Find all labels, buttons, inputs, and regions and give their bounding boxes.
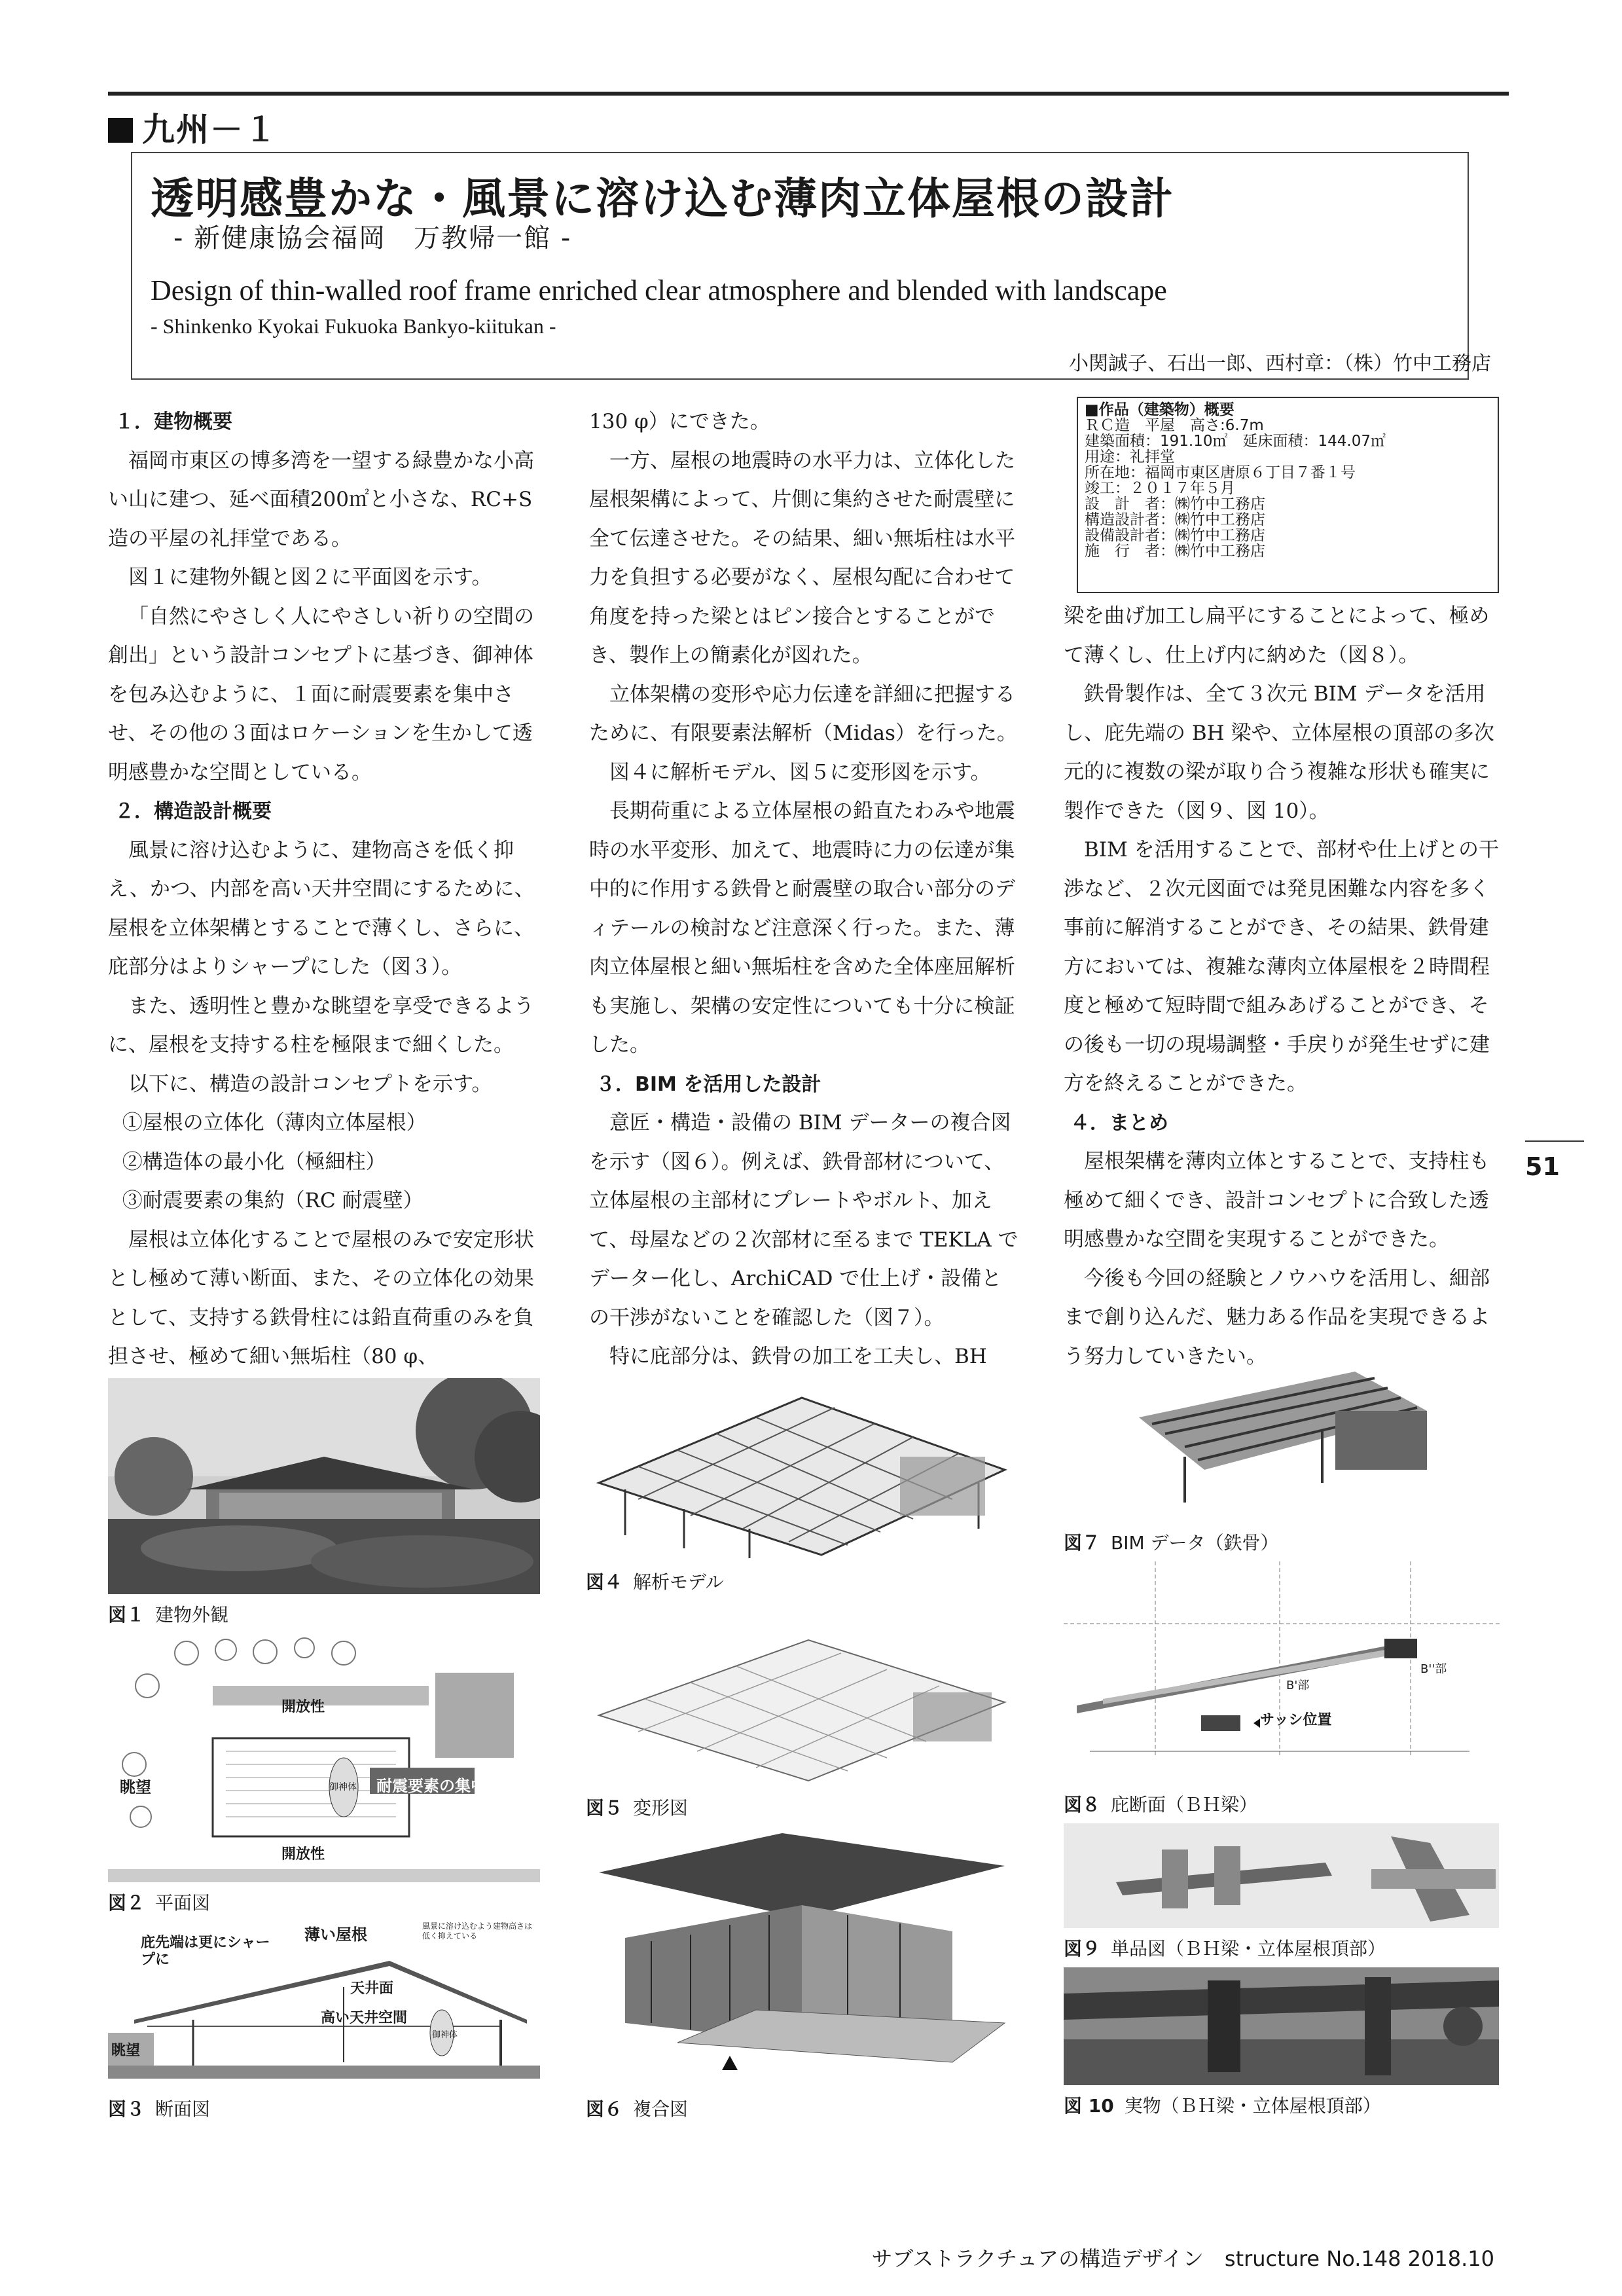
plan-label-openness-bottom: 開放性 <box>281 1846 325 1863</box>
list-item: ①屋根の立体化（薄肉立体屋根） <box>122 1111 427 1135</box>
figure-7-bim-steel <box>1126 1372 1427 1522</box>
info-line: 設備設計者：㈱竹中工務店 <box>1085 527 1265 544</box>
subtitle-jp: - 新健康協会福岡 万教帰一館 - <box>173 223 572 253</box>
figure-10-photo <box>1064 1967 1499 2085</box>
column-1 <box>108 403 540 1377</box>
figure-number: 図７ <box>1064 1532 1101 1554</box>
column-2 <box>589 403 1021 1377</box>
info-line: ＲＣ造 平屋 高さ:6.7m <box>1085 417 1264 434</box>
paragraph: 特に庇部分は、鉄骨の加工を工夫し、BH <box>609 1345 987 1368</box>
figure-4-analysis-model <box>586 1385 1018 1561</box>
section-label-shrine: 御神体 <box>432 2030 458 2040</box>
figure-number: 図 10 <box>1064 2095 1114 2117</box>
plan-label-view: 眺望 <box>120 1778 151 1796</box>
plan-label-shrine: 御神体 <box>329 1782 357 1793</box>
authors: 小関誠子、石出一郎、西村章：（株）竹中工務店 <box>1069 352 1491 375</box>
info-line: 建築面積：191.10㎡ 延床面積：144.07㎡ <box>1085 433 1386 450</box>
bim-steel-image <box>1126 1372 1427 1522</box>
figure-1-photo <box>108 1378 540 1594</box>
plan-label-seismic: 耐震要素の集中 <box>376 1777 486 1795</box>
paragraph: 以下に、構造の設計コンセプトを示す。 <box>128 1072 492 1096</box>
figure-8-caption <box>1064 1791 1257 1817</box>
section-label: 九州－１ <box>142 111 278 149</box>
info-line: 設 計 者：㈱竹中工務店 <box>1085 496 1265 513</box>
paragraph: また、透明性と豊かな眺望を享受できるように、屋根を支持する柱を極限まで細くした。 <box>108 994 534 1057</box>
info-line: 用途：礼拝堂 <box>1085 448 1175 465</box>
figure-label: 平面図 <box>155 1892 211 1914</box>
deformation-drawing <box>586 1630 1018 1787</box>
steel-photo-image <box>1064 1967 1499 2085</box>
figure-label: 建物外観 <box>155 1604 229 1626</box>
section-label-high-ceiling: 高い天井空間 <box>321 2010 408 2026</box>
figure-6-caption <box>586 2095 688 2121</box>
top-rule <box>108 92 1509 96</box>
paragraph: 風景に溶け込むように、建物高さを低く抑え、かつ、内部を高い天井空間にするために、屋根を立体架構とすることで薄くし、さらに、庇部分はよりシャープにした（図３）。 <box>108 838 535 979</box>
figure-number: 図４ <box>586 1571 623 1593</box>
figure-label: 断面図 <box>155 2098 211 2120</box>
building-exterior-image <box>108 1378 540 1594</box>
info-line: 所在地：福岡市東区唐原６丁目７番１号 <box>1085 464 1356 481</box>
paragraph: 梁を曲げ加工し扁平にすることによって、極めて薄くし、仕上げ内に納めた（図８）。 <box>1064 604 1490 667</box>
figure-number: 図５ <box>586 1797 623 1819</box>
paragraph: 一方、屋根の地震時の水平力は、立体化した屋根架構によって、片側に集約させた耐震壁に全て伝達させた。その結果、細い無垢柱は水平力を負担する必要がなく、屋根勾配に合わせて角度を持った梁とはピン接合とすることができ、製作上の簡素化が図れた。 <box>589 448 1015 667</box>
figure-number: 図９ <box>1064 1938 1101 1959</box>
subtitle-en: - Shinkenko Kyokai Fukuoka Bankyo-kiitukan - <box>151 314 556 338</box>
paragraph: 図１に建物外観と図２に平面図を示す。 <box>128 566 492 589</box>
paragraph: 長期荷重による立体屋根の鉛直たわみや地震時の水平変形、加えて、地震時に力の伝達が集中的に作用する鉄骨と耐震壁の取合い部分のディテールの検討など注意深く行った。また、薄肉立体屋根と細い無垢柱を含めた全体座屈解析も実施し、架構の安定性についても十分に検証した。 <box>589 799 1015 1057</box>
figure-2-plan <box>108 1633 540 1882</box>
column-3 <box>1064 597 1499 1376</box>
figure-label: 解析モデル <box>633 1571 724 1593</box>
section-label-landscape-note: 風景に溶け込むよう建物高さは低く抑えている <box>422 1922 533 1941</box>
unit-drawing-image <box>1064 1823 1499 1928</box>
heading-2: ２．構造設計概要 <box>115 800 272 823</box>
paragraph: 130 φ）にできた。 <box>589 410 770 433</box>
figure-9-unit-drawing <box>1064 1823 1499 1928</box>
paragraph: 意匠・構造・設備の BIM データーの複合図を示す（図６）。例えば、鉄骨部材について、立体屋根の主部材にプレートやボルト、加えて、母屋などの２次部材に至るまで TEKLA でデーター化し、ArchiCAD で仕上げ・設備との干渉がないことを確認した（図７）。 <box>589 1111 1018 1330</box>
figure-label: 実物（ＢＨ梁・立体屋根頂部） <box>1124 2095 1381 2117</box>
info-heading: ■作品（建築物）概要 <box>1085 401 1235 418</box>
title-en: Design of thin-walled roof frame enriched clear atmosphere and blended with landscape <box>151 274 1167 306</box>
figure-4-caption <box>586 1568 724 1594</box>
eaves-label-b1: B'部 <box>1286 1679 1310 1692</box>
figure-number: 図１ <box>108 1604 145 1626</box>
figure-2-caption <box>108 1889 210 1915</box>
paragraph: 福岡市東区の博多湾を一望する緑豊かな小高い山に建つ、延べ面積200㎡と小さな、RC+S造の平屋の礼拝堂である。 <box>108 448 534 551</box>
paragraph: 今後も今回の経験とノウハウを活用し、細部まで創り込んだ、魅力ある作品を実現できるよう努力していきたい。 <box>1064 1266 1490 1368</box>
figure-number: 図６ <box>586 2098 623 2120</box>
section-label-view: 眺望 <box>111 2043 141 2059</box>
figure-3-caption <box>108 2095 210 2121</box>
info-line: 竣工：２０１７年５月 <box>1085 480 1235 497</box>
paragraph: 屋根は立体化することで屋根のみで安定形状とし極めて薄い断面、また、その立体化の効果として、支持する鉄骨柱には鉛直荷重のみを負担させ、極めて細い無垢柱（80 φ、 <box>108 1228 534 1368</box>
figure-10-caption <box>1064 2092 1381 2118</box>
heading-4: ４．まとめ <box>1070 1111 1168 1135</box>
page-number-rule <box>1525 1140 1584 1142</box>
figure-label: BIM データ（鉄骨） <box>1111 1532 1279 1554</box>
eaves-label-b2: B''部 <box>1420 1662 1447 1676</box>
paragraph: 鉄骨製作は、全て３次元 BIM データを活用し、庇先端の BH 梁や、立体屋根の頂部の多次元的に複数の梁が取り合う複雑な形状も確実に製作できた（図９、図 10）。 <box>1064 682 1494 823</box>
figure-number: 図８ <box>1064 1794 1101 1815</box>
paragraph: 「自然にやさしく人にやさしい祈りの空間の創出」という設計コンセプトに基づき、御神体を包み込むように、１面に耐震要素を集中させ、その他の３面はロケーションを生かして透明感豊かな空間としている。 <box>108 604 534 784</box>
eaves-label-sash: サッシ位置 <box>1260 1712 1332 1728</box>
analysis-model-drawing <box>586 1385 1018 1561</box>
heading-3: ３．BIM を活用した設計 <box>596 1072 821 1096</box>
square-bullet-icon <box>108 118 133 143</box>
section-label-eaves: 庇先端は更にシャープに <box>141 1935 270 1968</box>
figure-label: 変形図 <box>633 1797 689 1819</box>
list-item: ③耐震要素の集約（RC 耐震壁） <box>122 1189 424 1212</box>
figure-1-caption <box>108 1601 228 1627</box>
figure-number: 図２ <box>108 1892 145 1914</box>
paragraph: 図４に解析モデル、図５に変形図を示す。 <box>609 760 991 784</box>
paragraph: BIM を活用することで、部材や仕上げとの干渉など、２次元図面では発見困難な内容を多く事前に解消することができ、その結果、鉄骨建方においては、複雑な薄肉立体屋根を２時間程度と極めて短時間で組みあげることができ、その後も一切の現場調整・手戻りが発生せずに建方を終えることができた。 <box>1064 838 1500 1095</box>
section-label-thin-roof: 薄い屋根 <box>304 1925 367 1944</box>
paragraph: 屋根架構を薄肉立体とすることで、支持柱も極めて細くでき、設計コンセプトに合致した透明感豊かな空間を実現することができた。 <box>1064 1150 1490 1251</box>
info-line: 施 行 者：㈱竹中工務店 <box>1085 543 1265 560</box>
info-line: 構造設計者：㈱竹中工務店 <box>1085 511 1265 528</box>
plan-label-openness-top: 開放性 <box>281 1699 325 1715</box>
figure-3-section <box>108 1922 540 2088</box>
figure-6-composite <box>586 1827 1018 2088</box>
figure-label: 庇断面（ＢＨ梁） <box>1111 1794 1258 1815</box>
project-info-box <box>1077 397 1499 593</box>
section-label-ceiling: 天井面 <box>350 1980 394 1997</box>
figure-label: 複合図 <box>633 2098 689 2120</box>
composite-bim-drawing <box>586 1827 1018 2088</box>
figure-8-eaves-section <box>1064 1561 1502 1784</box>
figure-5-deformation <box>586 1630 1018 1787</box>
figure-5-caption <box>586 1794 688 1820</box>
paragraph: 立体架構の変形や応力伝達を詳細に把握するために、有限要素法解析（Midas）を行った。 <box>589 682 1017 745</box>
heading-1: １．建物概要 <box>115 410 232 433</box>
section-tag <box>108 103 278 151</box>
title-jp: 透明感豊かな・風景に溶け込む薄肉立体屋根の設計 <box>151 173 1174 224</box>
figure-7-caption <box>1064 1529 1279 1555</box>
figure-label: 単品図（ＢＨ梁・立体屋根頂部） <box>1111 1938 1386 1959</box>
figure-number: 図３ <box>108 2098 145 2120</box>
footer: サブストラクチュアの構造デザイン structure No.148 2018.10 <box>871 2246 1494 2271</box>
list-item: ②構造体の最小化（極細柱） <box>122 1150 386 1174</box>
page-number: 51 <box>1525 1152 1560 1181</box>
figure-9-caption <box>1064 1935 1386 1961</box>
